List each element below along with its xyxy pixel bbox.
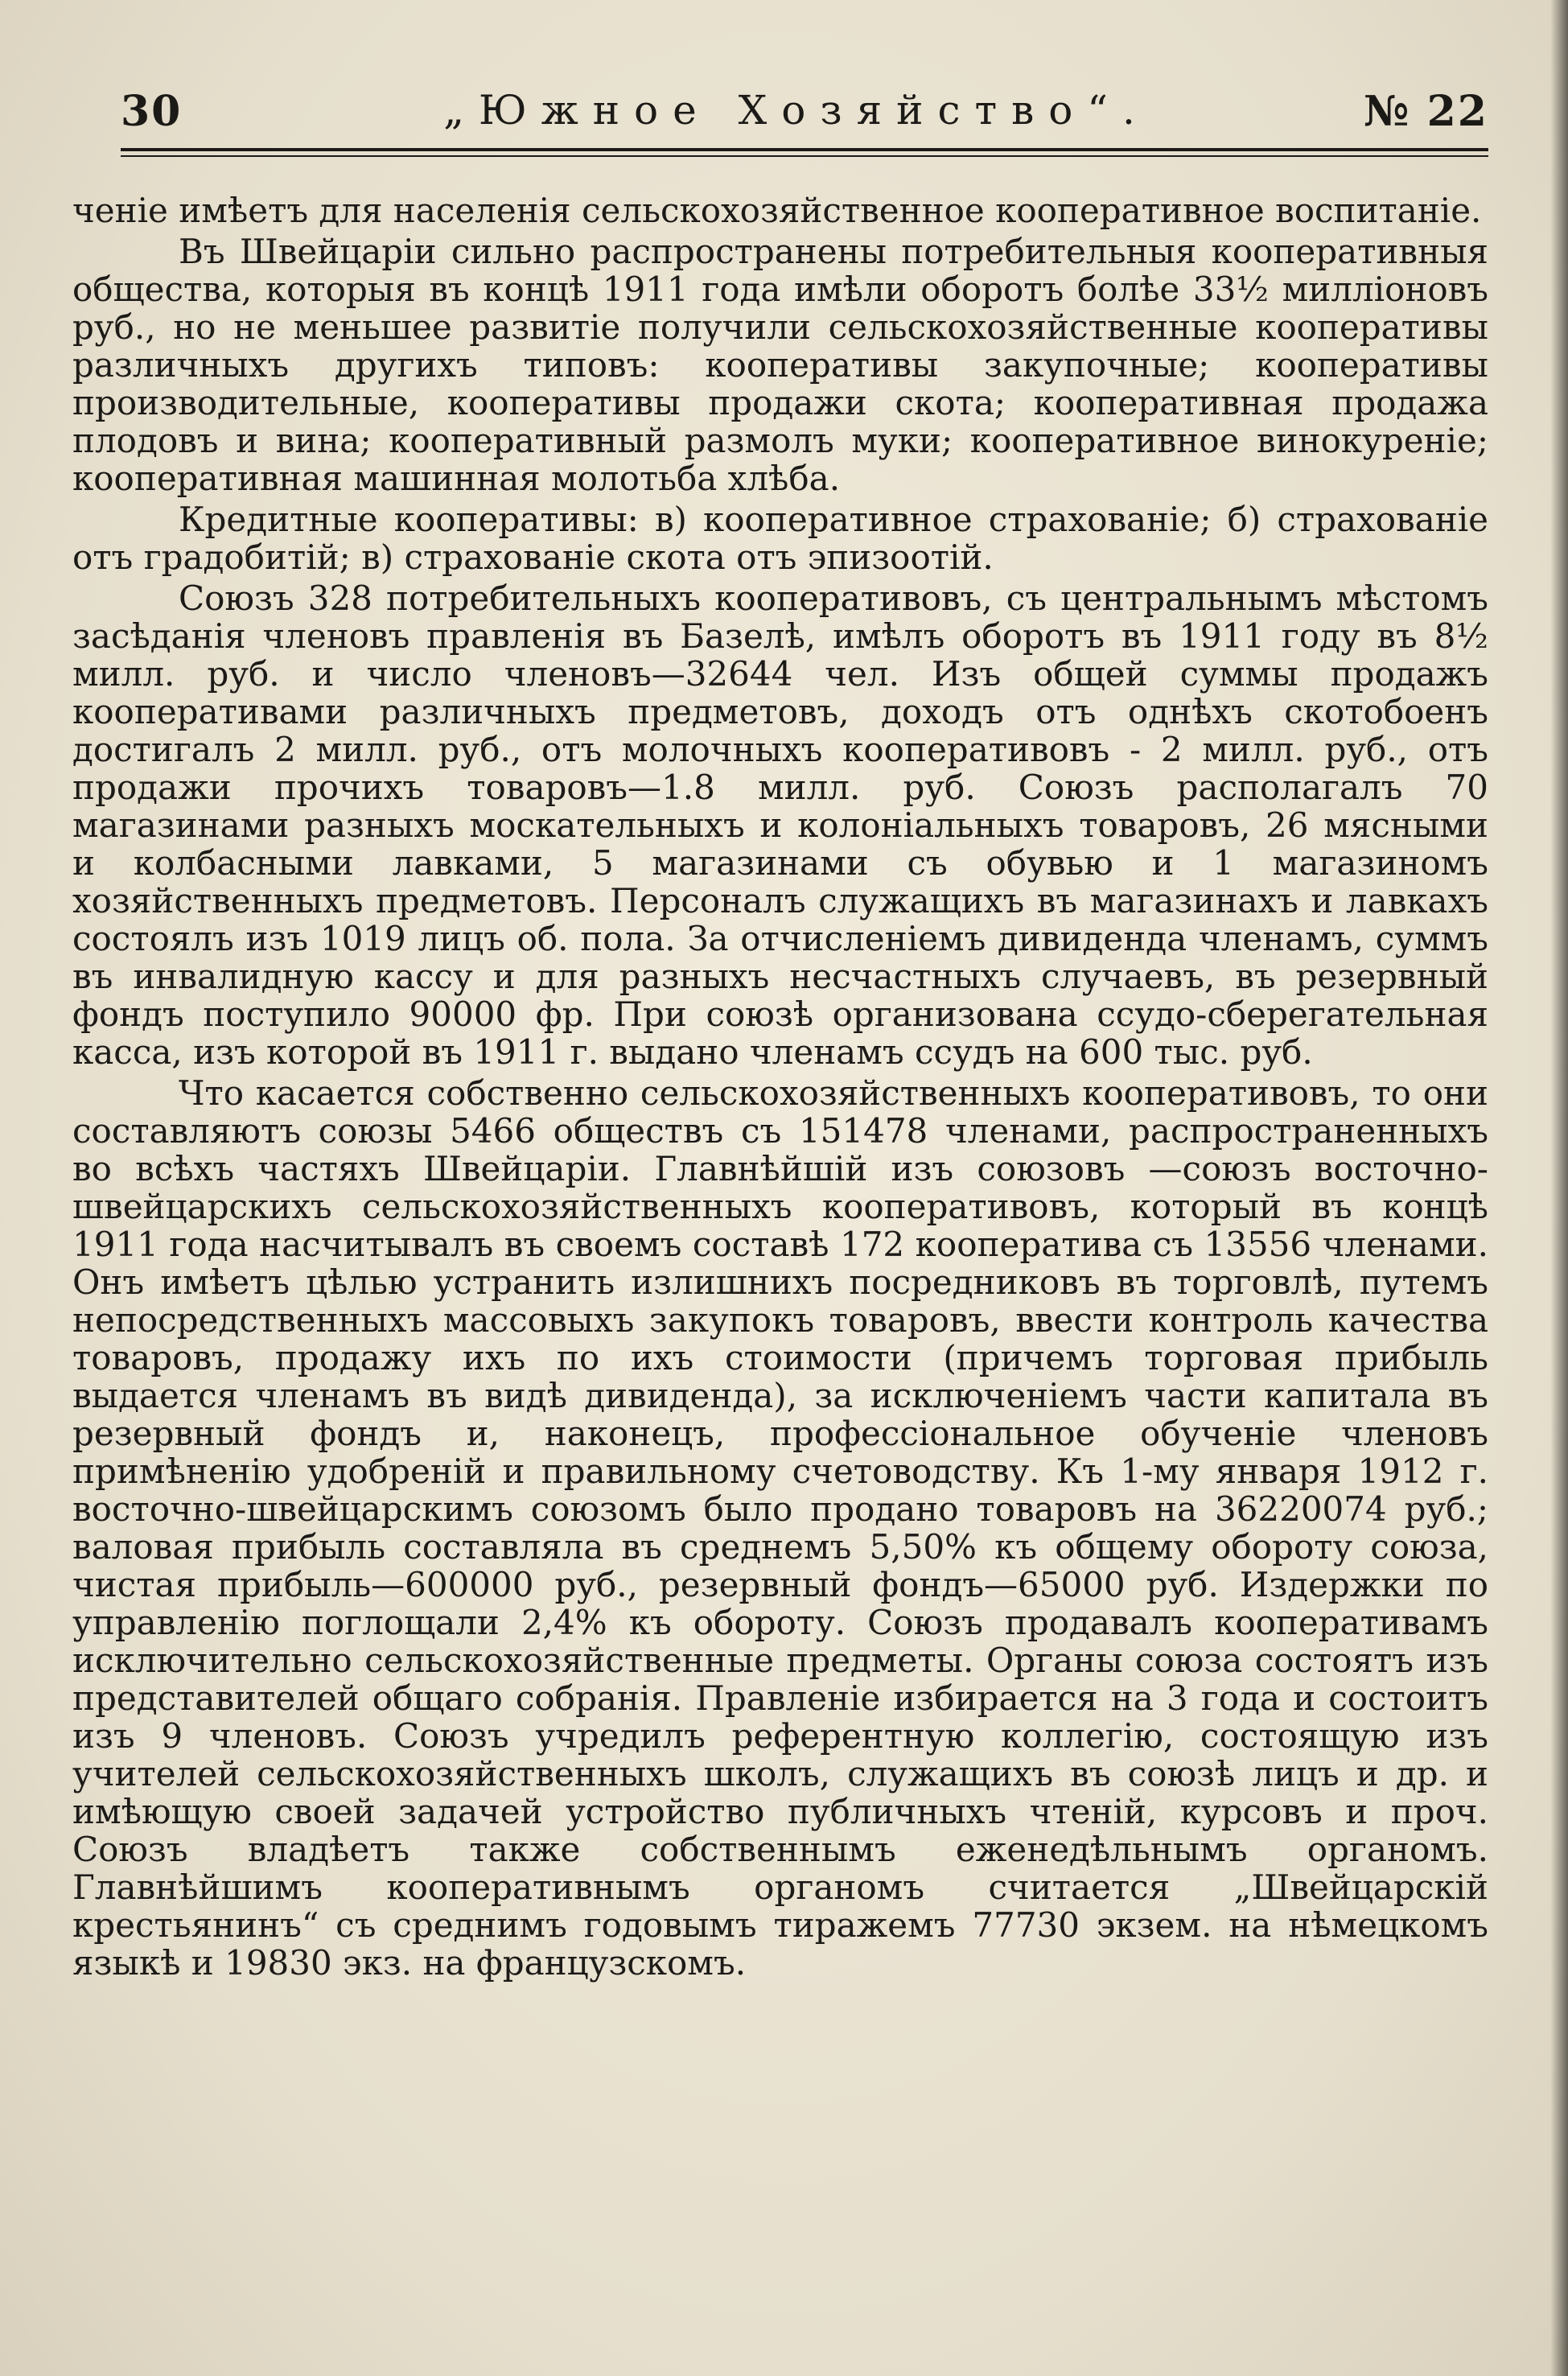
paragraph-2: Въ Швейцаріи сильно распространены потребительныя кооперативныя общества, которыя въ концѣ 1911 года имѣли оборотъ болѣе 33½ милліоновъ руб., но не меньшее развитіе получили сельскохозяйственные кооперативы различныхъ другихъ типовъ: кооперативы закупочные; кооперативы производительные, кооперативы продажи скота; кооперативная продажа плодовъ и вина; кооперативный размолъ муки; кооперативное винокуреніе; кооперативная машинная молотьба хлѣба. — [72, 232, 1488, 498]
journal-title: „Южное Хозяйство“. — [443, 87, 1150, 134]
paragraph-1: ченіе имѣетъ для населенія сельскохозяйственное кооперативное воспитаніе. — [72, 191, 1482, 230]
header-rule-thick — [121, 148, 1488, 151]
header-rule-thin — [121, 155, 1488, 157]
article-body — [72, 191, 1488, 1982]
running-header — [121, 87, 1488, 143]
issue-number: № 22 — [1364, 87, 1488, 136]
page-edge-shadow — [1550, 0, 1568, 2376]
page-number: 30 — [121, 87, 183, 136]
paragraph-4: Союзъ 328 потребительныхъ кооперативовъ, съ центральнымъ мѣстомъ засѣданія членовъ правленія въ Базелѣ, имѣлъ оборотъ въ 1911 году въ 8½ милл. руб. и число членовъ—32644 чел. Изъ общей суммы продажъ кооперативами различныхъ предметовъ, доходъ отъ однѣхъ скотобоенъ достигалъ 2 милл. руб., отъ молочныхъ кооперативовъ - 2 милл. руб., отъ продажи прочихъ товаровъ—1.8 милл. руб. Союзъ располагалъ 70 магазинами разныхъ москательныхъ и колоніальныхъ товаровъ, 26 мясными и колбасными лавками, 5 магазинами съ обувью и 1 магазиномъ хозяйственныхъ предметовъ. Персоналъ служащихъ въ магазинахъ и лавкахъ состоялъ изъ 1019 лицъ об. пола. За отчисленіемъ дивиденда членамъ, суммъ въ инвалидную кассу и для разныхъ несчастныхъ случаевъ, въ резервный фондъ поступило 90000 фр. При союзѣ организована ссудо-сберегательная касса, изъ которой въ 1911 г. выдано членамъ ссудъ на 600 тыс. руб. — [72, 579, 1488, 1072]
paragraph-5: Что касается собственно сельскохозяйственныхъ кооперативовъ, то они составляютъ союзы 5466 обществъ съ 151478 членами, распространенныхъ во всѣхъ частяхъ Швейцаріи. Главнѣйшій изъ союзовъ —союзъ восточно-швейцарскихъ сельскохозяйственныхъ кооперативовъ, который въ концѣ 1911 года насчитывалъ въ своемъ составѣ 172 кооператива съ 13556 членами. Онъ имѣетъ цѣлью устранить излишнихъ посредниковъ въ торговлѣ, путемъ непосредственныхъ массовыхъ закупокъ товаровъ, ввести контроль качества товаровъ, продажу ихъ по ихъ стоимости (причемъ торговая прибыль выдается членамъ въ видѣ дивиденда), за исключеніемъ части капитала въ резервный фондъ и, наконецъ, профессіональное обученіе членовъ примѣненію удобреній и правильному счетоводству. Къ 1-му января 1912 г. восточно-швейцарскимъ союзомъ было продано товаровъ на 36220074 руб.; валовая прибыль составляла въ среднемъ 5,50% къ общему обороту союза, чистая прибыль—600000 руб., резервный фондъ—65000 руб. Издержки по управленію поглощали 2,4% къ обороту. Союзъ продавалъ кооперативамъ исключительно сельскохозяйственные предметы. Органы союза состоятъ изъ представителей общаго собранія. Правленіе избирается на 3 года и состоитъ изъ 9 членовъ. Союзъ учредилъ референтную коллегію, состоящую изъ учителей сельскохозяйственныхъ школъ, служащихъ въ союзѣ лицъ и др. и имѣющую своей задачей устройство публичныхъ чтеній, курсовъ и проч. Союзъ владѣетъ также собственнымъ еженедѣльнымъ органомъ. Главнѣйшимъ кооперативнымъ органомъ считается „Швейцарскій крестьянинъ“ съ среднимъ годовымъ тиражемъ 77730 экзем. на нѣмецкомъ языкѣ и 19830 экз. на французскомъ. — [72, 1073, 1488, 1983]
paragraph-3: Кредитные кооперативы: в) кооперативное страхованіе; б) страхованіе отъ градобитій; в) страхованіе скота отъ эпизоотій. — [72, 500, 1488, 577]
